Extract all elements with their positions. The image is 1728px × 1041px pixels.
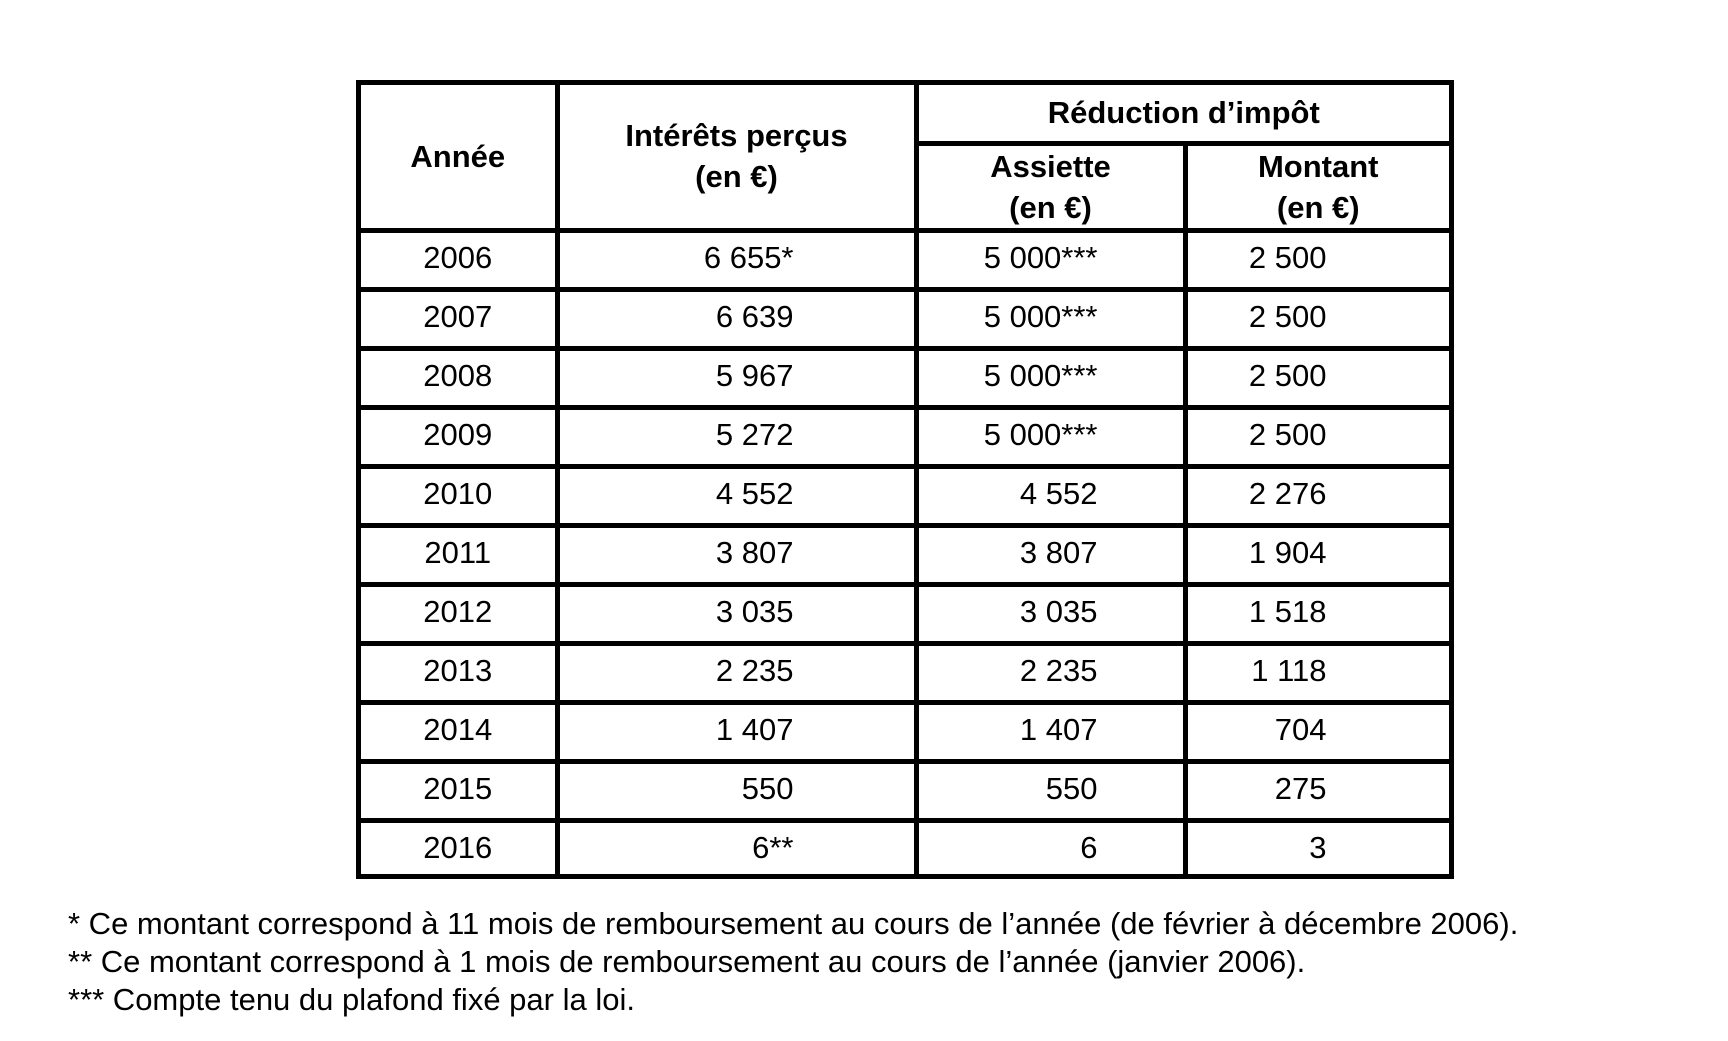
year-cell [361, 761, 557, 820]
interest-cell-value: 4 552 [715, 475, 794, 511]
base-cell [916, 584, 1185, 643]
base-cell [916, 466, 1185, 525]
header-base-line1: Assiette [990, 148, 1111, 184]
year-cell [361, 230, 557, 289]
year-cell-value: 2015 [423, 770, 493, 806]
interest-cell [557, 820, 916, 879]
year-cell [361, 702, 557, 761]
amount-cell [1185, 289, 1449, 348]
interest-cell [557, 230, 916, 289]
table-body [361, 230, 1449, 879]
amount-cell-value: 275 [1274, 770, 1327, 806]
table-row [361, 230, 1449, 289]
interest-cell [557, 466, 916, 525]
table-row [361, 525, 1449, 584]
table-row [361, 643, 1449, 702]
base-cell-value: 2 235 [1019, 652, 1098, 688]
base-cell [916, 761, 1185, 820]
year-cell [361, 289, 557, 348]
interest-cell-value: 6 655* [703, 239, 794, 275]
amount-cell [1185, 407, 1449, 466]
header-amount-line1: Montant [1257, 148, 1379, 184]
interest-cell-value: 3 035 [715, 593, 794, 629]
amount-cell [1185, 348, 1449, 407]
table-row [361, 407, 1449, 466]
interest-cell [557, 702, 916, 761]
table-row [361, 702, 1449, 761]
base-cell-value: 4 552 [1019, 475, 1098, 511]
base-cell-value: 5 000*** [983, 416, 1098, 452]
year-cell-value: 2011 [424, 534, 492, 570]
base-cell-value: 3 807 [1019, 534, 1098, 570]
header-amount-line2: (en €) [1276, 189, 1360, 225]
interest-cell-value: 6** [752, 829, 794, 865]
base-cell-value: 6 [1080, 829, 1098, 865]
year-cell [361, 584, 557, 643]
header-year: Année [361, 85, 557, 230]
interest-cell-value: 5 967 [715, 357, 794, 393]
amount-cell-value: 2 500 [1248, 239, 1327, 275]
base-cell-value: 3 035 [1019, 593, 1098, 629]
year-cell-value: 2010 [423, 475, 493, 511]
interest-cell-value: 6 639 [715, 298, 794, 334]
amount-cell-value: 2 500 [1248, 416, 1327, 452]
table-row [361, 761, 1449, 820]
interest-cell [557, 584, 916, 643]
header-amount [1185, 143, 1449, 230]
table-row [361, 348, 1449, 407]
year-cell-value: 2008 [423, 357, 493, 393]
amount-cell [1185, 584, 1449, 643]
interest-cell [557, 525, 916, 584]
amount-cell [1185, 466, 1449, 525]
year-cell [361, 820, 557, 879]
base-cell [916, 525, 1185, 584]
year-cell-value: 2013 [423, 652, 493, 688]
interest-cell-value: 1 407 [715, 711, 794, 747]
amount-cell-value: 2 500 [1248, 357, 1327, 393]
interest-cell-value: 2 235 [715, 652, 794, 688]
header-row-top [361, 85, 1449, 143]
base-cell-value: 1 407 [1019, 711, 1098, 747]
header-interest-line1: Intérêts perçus [625, 118, 848, 154]
table-row [361, 820, 1449, 879]
interest-cell [557, 761, 916, 820]
interest-cell [557, 407, 916, 466]
amount-cell-value: 1 118 [1251, 652, 1327, 688]
header-reduction-group: Réduction d’impôt [916, 85, 1449, 143]
amount-cell [1185, 230, 1449, 289]
year-cell-value: 2014 [423, 711, 493, 747]
year-cell [361, 525, 557, 584]
table-row [361, 466, 1449, 525]
footnotes [68, 905, 1518, 1019]
footnote-3: *** Compte tenu du plafond fixé par la loi. [68, 982, 635, 1017]
base-cell-value: 550 [1045, 770, 1098, 806]
year-cell-value: 2007 [423, 298, 493, 334]
base-cell [916, 820, 1185, 879]
year-cell-value: 2009 [423, 416, 493, 452]
interest-cell [557, 643, 916, 702]
interest-reduction-table [361, 85, 1449, 879]
amount-cell [1185, 761, 1449, 820]
amount-cell [1185, 702, 1449, 761]
amount-cell-value: 3 [1309, 829, 1327, 865]
amount-cell-value: 2 500 [1248, 298, 1327, 334]
year-cell [361, 643, 557, 702]
base-cell [916, 289, 1185, 348]
year-cell-value: 2012 [423, 593, 493, 629]
amount-cell-value: 2 276 [1248, 475, 1327, 511]
header-interest-line2: (en €) [695, 159, 778, 195]
year-cell [361, 466, 557, 525]
footnote-1: * Ce montant correspond à 11 mois de remboursement au cours de l’année (de février à décembre 2006). [68, 906, 1519, 941]
interest-cell-value: 5 272 [715, 416, 794, 452]
year-cell-value: 2016 [423, 829, 493, 865]
base-cell [916, 407, 1185, 466]
base-cell [916, 643, 1185, 702]
amount-cell-value: 704 [1274, 711, 1327, 747]
amount-cell-value: 1 518 [1248, 593, 1327, 629]
footnote-2: ** Ce montant correspond à 1 mois de remboursement au cours de l’année (janvier 2006). [68, 944, 1306, 979]
amount-cell [1185, 525, 1449, 584]
base-cell [916, 702, 1185, 761]
table-row [361, 584, 1449, 643]
year-cell-value: 2006 [423, 239, 493, 275]
base-cell-value: 5 000*** [983, 298, 1098, 334]
year-cell [361, 407, 557, 466]
header-interest [557, 85, 916, 230]
amount-cell [1185, 643, 1449, 702]
interest-cell-value: 3 807 [715, 534, 794, 570]
interest-cell-value: 550 [741, 770, 794, 806]
header-base-line2: (en €) [1009, 189, 1092, 225]
interest-cell [557, 348, 916, 407]
header-base [916, 143, 1185, 230]
base-cell [916, 230, 1185, 289]
amount-cell-value: 1 904 [1248, 534, 1327, 570]
amount-cell [1185, 820, 1449, 879]
base-cell-value: 5 000*** [983, 239, 1098, 275]
table-row [361, 289, 1449, 348]
base-cell-value: 5 000*** [983, 357, 1098, 393]
year-cell [361, 348, 557, 407]
base-cell [916, 348, 1185, 407]
interest-cell [557, 289, 916, 348]
interest-reduction-table-frame [356, 80, 1454, 879]
